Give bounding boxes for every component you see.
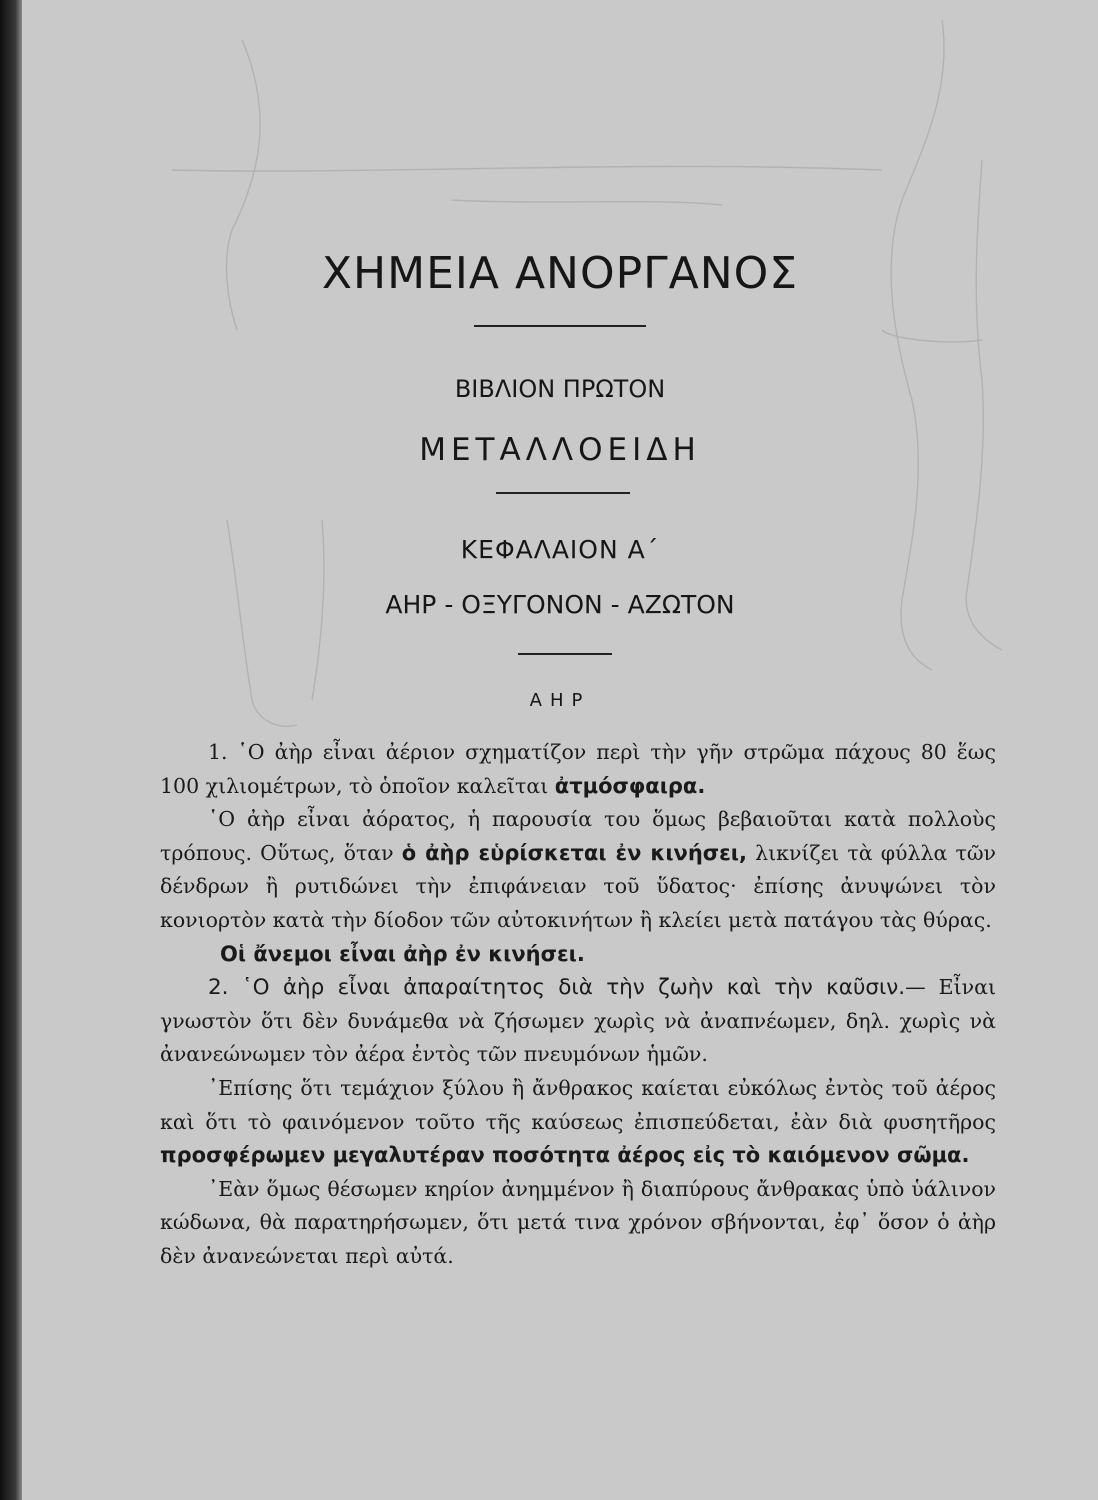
term-atmosphere: ἀτμόσφαιρα. [554,773,706,798]
emphasis-air-in-motion: ὁ ἀὴρ εὑρίσκεται ἐν κινήσει, [401,840,747,865]
chapter-heading: ΚΕΦΑΛΑΙΟΝ Α΄ [460,535,660,564]
paragraph-3 [160,938,996,972]
book-heading: ΒΙΒΛΙΟΝ ΠΡΩΤΟΝ [454,375,666,403]
paragraph-2 [160,803,996,937]
body-text [160,736,996,1274]
chapter-title: ΑΗΡ - ΟΞΥΓΟΝΟΝ - ΑΖΩΤΟΝ [385,590,735,619]
page-title: ΧΗΜΕΙΑ ΑΝΟΡΓΑΝΟΣ [321,248,799,299]
paragraph-2-text-a: ῾Ο ἀὴρ εἶναι ἀόρατος, ἡ παρουσία του ὅμως βεβαιοῦται κατὰ πολλοὺς τρόπους. Οὕτως, ὅταν [160,807,996,865]
document-page [22,0,1098,1500]
paragraph-2-text-c: λικνίζει τὰ φύλλα τῶν δένδρων ἢ ρυτιδώνει τὴν ἐπιφάνειαν τοῦ ὕδατος· ἐπίσης ἀνυψώνει τὸν κονιορτὸν κατὰ τὴν δίοδον τῶν αὐτοκινήτων ἢ κλείει μετὰ πατάγου τὰς θύρας. [160,840,997,932]
section-divider [496,492,630,494]
section-heading: ΜΕΤΑΛΛΟΕΙΔΗ [419,432,701,468]
paragraph-6 [160,1173,996,1274]
subheading: ΑΗΡ [529,690,591,711]
emphasis-more-air: προσφέρωμεν μεγαλυτέραν ποσότητα ἀέρος εἰς τὸ καιόμενον σῶμα. [160,1143,970,1168]
page-edge-shadow [0,0,22,1500]
paragraph-1 [160,736,996,803]
emphasis-winds: Οἱ ἄνεμοι εἶναι ἀὴρ ἐν κινήσει. [220,941,585,966]
title-divider [474,325,646,327]
paragraph-1-text: 1. ῾Ο ἀὴρ εἶναι ἀέριον σχηματίζον περὶ τὴν γῆν στρῶμα πάχους 80 ἕως 100 χιλιομέτρων, τὸ ὁποῖον καλεῖται [160,740,996,798]
chapter-divider [518,653,612,655]
heading-air-essential: 2. ῾Ο ἀὴρ εἶναι ἀπαραίτητος διὰ τὴν ζωὴν καὶ τὴν καῦσιν. [208,975,906,1001]
paragraph-5-text: ᾿Επίσης ὅτι τεμάχιον ξύλου ἢ ἄνθρακος καίεται εὐκόλως ἐντὸς τοῦ ἀέρος καὶ ὅτι τὸ φαινόμενον τοῦτο τῆς καύσεως ἐπισπεύδεται, ἐὰν διὰ φυσητῆρος [160,1075,996,1134]
paragraph-6-text: ᾿Εὰν ὅμως θέσωμεν κηρίον ἀνημμένον ἢ διαπύρους ἄνθρακας ὑπὸ ὑάλινον κώδωνα, θὰ παρατηρήσωμεν, ὅτι μετά τινα χρόνον σβήνονται, ἐφ᾿ ὅσον ὁ ἀὴρ δὲν ἀνανεώνεται περὶ αὐτά. [160,1176,996,1268]
paragraph-5 [160,1072,996,1173]
paragraph-4-text: — Εἶναι γνωστὸν ὅτι δὲν δυνάμεθα νὰ ζήσωμεν χωρὶς νὰ ἀναπνέωμεν, δηλ. χωρὶς νὰ ἀνανεώνωμεν τὸν ἀέρα ἐντὸς τῶν πνευμόνων ἡμῶν. [160,975,996,1067]
paragraph-4 [160,971,996,1072]
